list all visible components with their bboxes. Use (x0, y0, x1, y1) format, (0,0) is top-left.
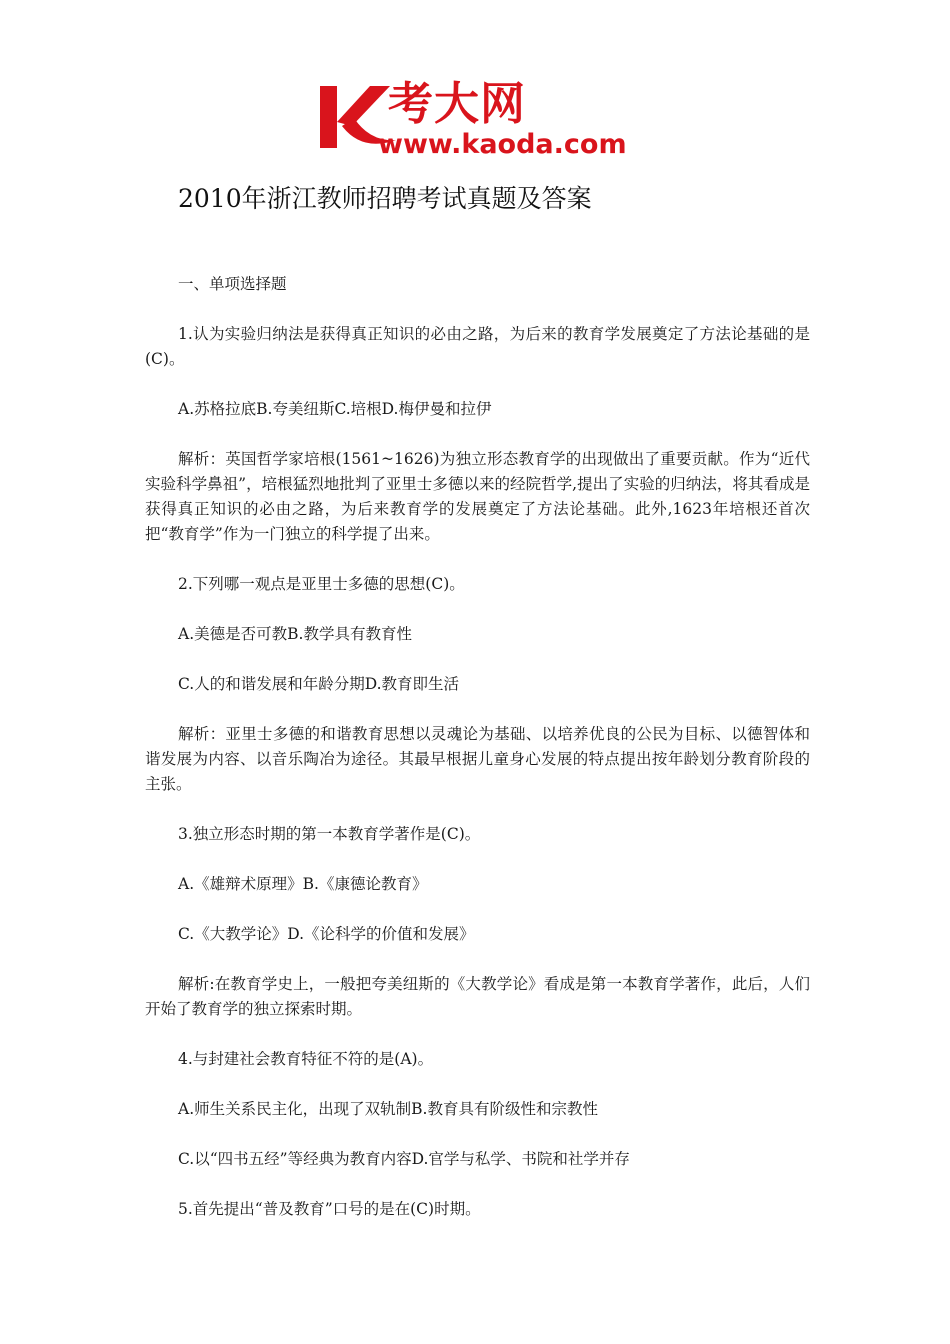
site-logo[interactable] (318, 78, 648, 164)
question-1-explanation: 解析：英国哲学家培根(1561~1626)为独立形态教育学的出现做出了重要贡献。作为“近代实验科学鼻祖”，培根猛烈地批判了亚里士多德以来的经院哲学,提出了实验的归纳法，将其看成是获得真正知识的必由之路，为后来教育学的发展奠定了方法论基础。此外,1623年培根还首次把“教育学”作为一门独立的科学提了出来。 (145, 450, 810, 543)
question-5: 5.首先提出“普及教育”口号的是在(C)时期。 (178, 1200, 481, 1218)
section-heading: 一、单项选择题 (178, 275, 287, 293)
question-3-explanation: 解析:在教育学史上，一般把夸美纽斯的《大教学论》看成是第一本教育学著作，此后，人们开始了教育学的独立探索时期。 (145, 975, 810, 1018)
question-3-options-ab: A.《雄辩术原理》B.《康德论教育》 (178, 875, 428, 893)
logo-brand-text: 考大网 (388, 77, 527, 130)
question-4: 4.与封建社会教育特征不符的是(A)。 (178, 1050, 434, 1068)
question-2-options-cd: C.人的和谐发展和年龄分期D.教育即生活 (178, 675, 460, 693)
logo-url-text: www.kaoda.com (378, 129, 627, 160)
question-2: 2.下列哪一观点是亚里士多德的思想(C)。 (178, 575, 465, 593)
question-1: 1.认为实验归纳法是获得真正知识的必由之路，为后来的教育学发展奠定了方法论基础的是(C)。 (145, 325, 810, 368)
document-title: 2010年浙江教师招聘考试真题及答案 (178, 184, 592, 213)
question-3-options-cd: C.《大教学论》D.《论科学的价值和发展》 (178, 925, 475, 943)
question-1-options: A.苏格拉底B.夸美纽斯C.培根D.梅伊曼和拉伊 (178, 400, 492, 418)
question-4-options-cd: C.以“四书五经”等经典为教育内容D.官学与私学、书院和社学并存 (178, 1150, 630, 1168)
question-3: 3.独立形态时期的第一本教育学著作是(C)。 (178, 825, 481, 843)
document-body (145, 272, 810, 1247)
question-2-options-ab: A.美德是否可教B.教学具有教育性 (178, 625, 412, 643)
question-2-explanation: 解析：亚里士多德的和谐教育思想以灵魂论为基础、以培养优良的公民为目标、以德智体和谐发展为内容、以音乐陶冶为途径。其最早根据儿童身心发展的特点提出按年龄划分教育阶段的主张。 (145, 725, 810, 793)
question-4-options-ab: A.师生关系民主化，出现了双轨制B.教育具有阶级性和宗教性 (178, 1100, 598, 1118)
